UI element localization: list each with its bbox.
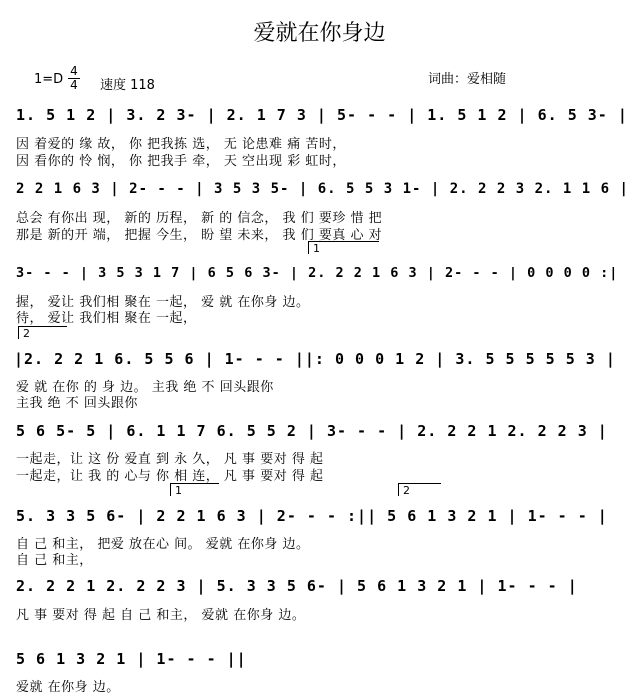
- notes-row-8: 5 6 1 3 2 1 | 1- - - ||: [16, 650, 247, 668]
- lyrics-row-1-verse-1: 因 着爱的 缘 故， 你 把我拣 选， 无 论患难 痛 苦时，: [16, 137, 346, 152]
- volta-bracket-second-b: 2: [398, 483, 441, 496]
- volta-label-first: 1: [313, 242, 320, 255]
- notes-row-2: 2 2 1 6 3 | 2- - - | 3 5 3 5- | 6. 5 5 3 1- | 2. 2 2 3 2. 1 1 6 |: [16, 181, 629, 197]
- time-signature-top: 4: [70, 64, 78, 78]
- volta-bracket-first: [308, 241, 379, 254]
- notes-row-3: 3- - - | 3 5 3 1 7 | 6 5 6 3- | 2. 2 2 1 6 3 | 2- - - | 0 0 0 0 :|: [16, 265, 619, 281]
- lyrics-row-8-verse-1: 爱就 在你身 边。: [16, 680, 120, 695]
- time-signature-bottom: 4: [70, 78, 78, 92]
- song-title: 爱就在你身边: [253, 21, 386, 46]
- time-signature: [68, 66, 80, 91]
- lyrics-row-2-verse-1: 总会 有你出 现， 新的 历程， 新 的 信念， 我 们 要珍 惜 把: [16, 211, 383, 226]
- lyrics-row-7-verse-1: 凡 事 要对 得 起 自 己 和主， 爱就 在你身 边。: [16, 608, 306, 623]
- key-signature: 1=D: [34, 72, 64, 87]
- lyrics-row-5-verse-1: 一起走，让 这 份 爱直 到 永 久， 凡 事 要对 得 起: [16, 452, 324, 467]
- notes-row-4: |2. 2 2 1 6. 5 5 6 | 1- - - ||: 0 0 0 1 2 | 3. 5 5 5 5 5 3 |: [14, 350, 616, 368]
- volta-label-second: 2: [23, 327, 30, 340]
- volta-bracket-first-b: 1: [170, 483, 219, 496]
- lyrics-row-2-verse-2: 那是 新的开 端， 把握 今生， 盼 望 未来， 我 们 要真 心 对: [16, 228, 383, 243]
- notes-row-1: 1. 5 1 2 | 3. 2 3- | 2. 1 7 3 | 5- - - | 1. 5 1 2 | 6. 5 3- |: [16, 106, 628, 124]
- notes-row-5: 5 6 5- 5 | 6. 1 1 7 6. 5 5 2 | 3- - - | 2. 2 2 1 2. 2 2 3 |: [16, 422, 608, 440]
- lyrics-row-4-verse-2: 主我 绝 不 回头跟你: [16, 396, 138, 411]
- lyrics-row-1-verse-2: 因 看你的 怜 悯， 你 把我手 牵， 天 空出现 彩 虹时，: [16, 154, 346, 169]
- volta-bracket-second: [18, 326, 67, 339]
- lyrics-row-6-verse-2: 自 己 和主，: [16, 553, 93, 568]
- tempo-marking: 速度 118: [100, 78, 155, 93]
- notes-row-7: 2. 2 2 1 2. 2 2 3 | 5. 3 3 5 6- | 5 6 1 3 2 1 | 1- - - |: [16, 577, 578, 595]
- lyrics-row-5-verse-2: 一起走，让 我 的 心与 你 相 连， 凡 事 要对 得 起: [16, 469, 324, 484]
- lyrics-row-4-verse-1: 爱 就 在你 的 身 边。 主我 绝 不 回头跟你: [16, 380, 274, 395]
- lyrics-row-6-verse-1: 自 己 和主， 把爱 放在心 间。 爱就 在你身 边。: [16, 537, 310, 552]
- lyrics-row-3-verse-2: 待， 爱让 我们相 聚在 一起，: [16, 311, 197, 326]
- lyrics-row-3-verse-1: 握， 爱让 我们相 聚在 一起， 爱 就 在你身 边。: [16, 295, 310, 310]
- notes-row-6: 5. 3 3 5 6- | 2 2 1 6 3 | 2- - - :|| 5 6 1 3 2 1 | 1- - - |: [16, 507, 608, 525]
- credit-line: 词曲：爱相随: [428, 72, 507, 87]
